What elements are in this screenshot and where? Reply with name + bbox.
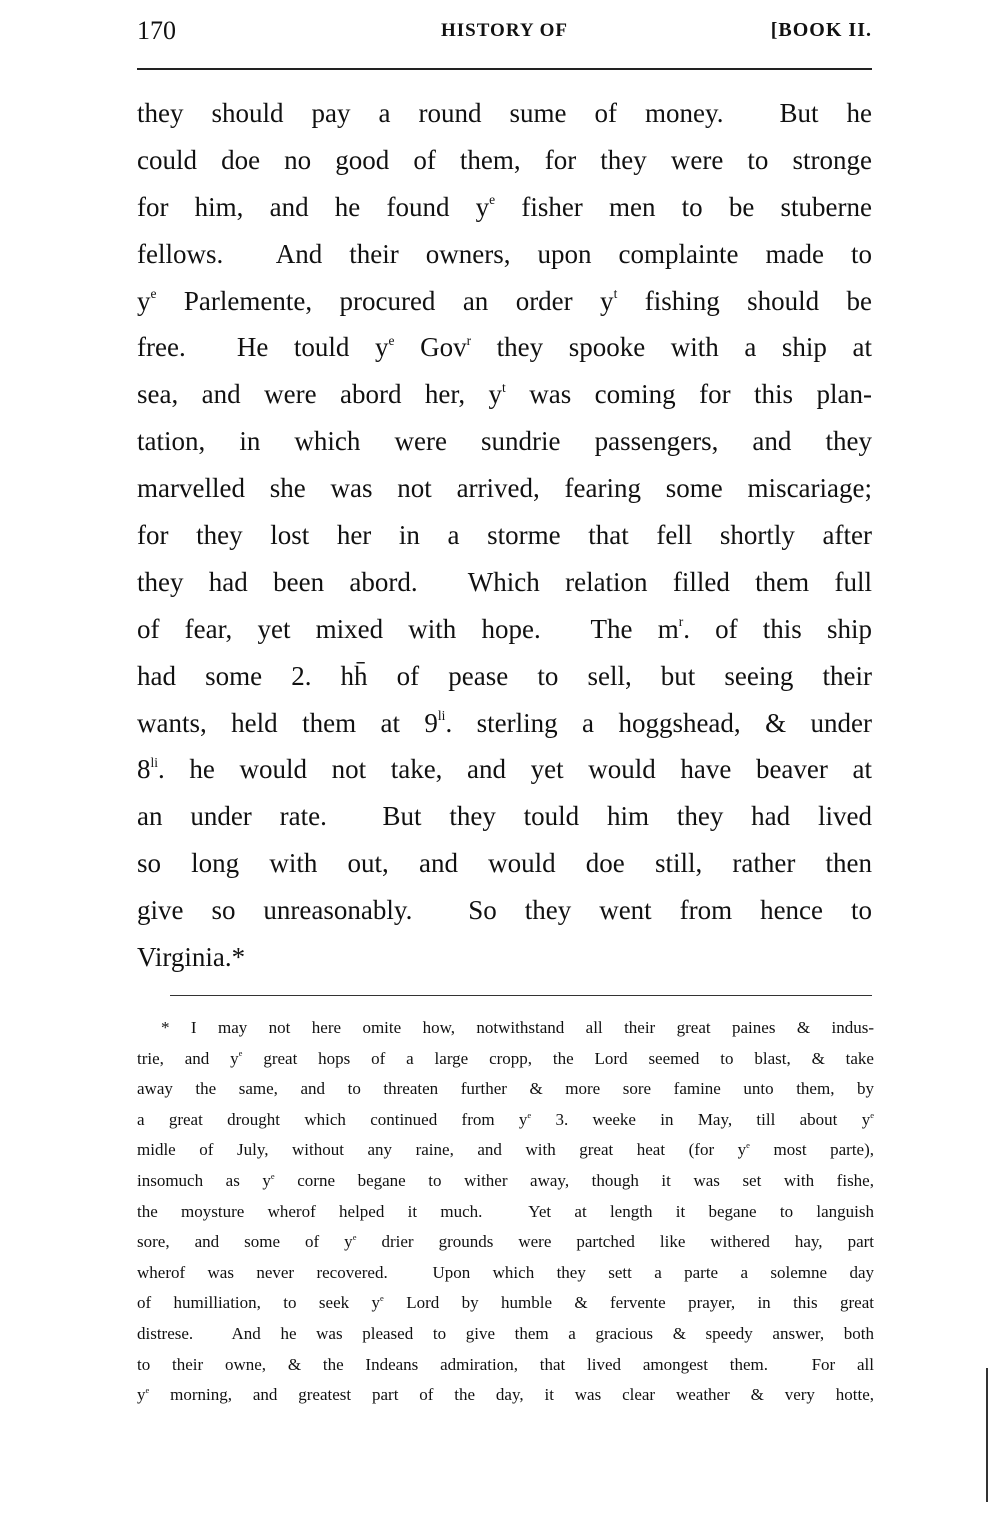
footnote xyxy=(137,1013,874,1411)
text-run: drier grounds were partched like withered hay, part xyxy=(356,1232,874,1252)
footnote-line xyxy=(137,1105,874,1136)
text-run: morning, and greatest part of the day, it was clear weather & very hotte, xyxy=(149,1385,874,1405)
footnote-line xyxy=(137,1135,874,1166)
superscript: e xyxy=(145,1384,150,1395)
text-run: had some 2. hh̄ of pease to sell, but seeing their xyxy=(137,660,872,691)
superscript: li xyxy=(150,755,159,770)
text-run: of humilliation, to seek y xyxy=(137,1293,381,1313)
text-run: they had been abord. Which relation filled them full xyxy=(137,566,872,597)
superscript: e xyxy=(746,1140,750,1151)
text-line xyxy=(137,465,872,512)
superscript: r xyxy=(466,332,472,348)
superscript: t xyxy=(502,379,506,395)
text-run: they should pay a round sume of money. But he xyxy=(137,98,872,128)
text-run: tation, in which were sundrie passengers, and they xyxy=(137,426,872,457)
text-run: could doe no good of them, for they were to stronge xyxy=(137,144,872,175)
text-run: was coming for this plan- xyxy=(505,379,872,410)
text-run: an under rate. But they tould him they had lived xyxy=(137,801,872,832)
superscript: e xyxy=(270,1170,275,1181)
text-run: wherof was never recovered. Upon which they sett a parte a solemne day xyxy=(137,1262,874,1282)
text-line xyxy=(137,137,872,184)
footnote-line xyxy=(137,1166,874,1197)
superscript: li xyxy=(437,708,446,724)
superscript: e xyxy=(352,1231,357,1242)
footnote-line xyxy=(137,1227,874,1258)
text-run: Lord by humble & fervente prayer, in this great xyxy=(383,1293,874,1313)
text-line xyxy=(137,231,872,278)
footnote-line xyxy=(137,1380,874,1411)
scan-edge-mark xyxy=(986,1368,988,1502)
text-run: distrese. And he was pleased to give them a gracious & speedy answer, both xyxy=(137,1323,874,1343)
superscript: e xyxy=(489,192,496,208)
text-run: so long with out, and would doe still, rather then xyxy=(137,848,872,879)
superscript: e xyxy=(238,1048,243,1059)
running-title: HISTORY OF xyxy=(440,20,569,41)
text-run: fisher men to be stuberne xyxy=(495,191,872,222)
text-run: midle of July, without any raine, and with great heat (for y xyxy=(137,1140,747,1160)
superscript: t xyxy=(613,286,618,302)
text-run: free. He tould y xyxy=(137,332,389,363)
superscript: e xyxy=(870,1109,874,1120)
text-line xyxy=(137,653,872,700)
text-run: y xyxy=(137,285,151,316)
text-run: Gov xyxy=(394,332,467,363)
text-run: Parlemente, procured an order y xyxy=(156,285,614,316)
text-run: the moysture wherof helped it much. Yet at length it begane to languish xyxy=(137,1201,874,1221)
text-run: sore, and some of y xyxy=(137,1232,353,1252)
text-line xyxy=(137,278,872,325)
running-header xyxy=(137,14,872,54)
text-run: fellows. And their owners, upon complainte made to xyxy=(137,238,872,269)
page-number: 170 xyxy=(137,16,176,45)
text-run: a great drought which continued from y xyxy=(137,1109,528,1129)
footnote-rule xyxy=(170,995,872,996)
main-text xyxy=(137,90,872,981)
text-run: most parte), xyxy=(749,1140,875,1160)
text-line xyxy=(137,184,872,231)
text-run: trie, and y xyxy=(137,1048,239,1068)
text-line xyxy=(137,887,872,934)
superscript: e xyxy=(527,1109,532,1120)
text-line xyxy=(137,371,872,418)
footnote-line xyxy=(137,1044,874,1075)
text-line xyxy=(137,606,872,653)
text-line xyxy=(137,559,872,606)
text-line xyxy=(137,90,872,137)
text-line xyxy=(137,934,872,981)
footnote-line xyxy=(137,1350,874,1381)
book-label: [BOOK II. xyxy=(770,19,872,41)
header-rule xyxy=(137,68,872,70)
superscript: r xyxy=(678,614,684,630)
text-run: away the same, and to threaten further & more sore famine unto them, by xyxy=(137,1079,874,1099)
text-run: for him, and he found y xyxy=(137,191,490,222)
text-line xyxy=(137,746,872,793)
text-run: * I may not here omite how, notwithstand all their great paines & indus- xyxy=(161,1018,874,1037)
footnote-line xyxy=(137,1288,874,1319)
text-run: y xyxy=(137,1385,146,1405)
text-run: for they lost her in a storme that fell shortly after xyxy=(137,520,872,551)
text-run: 3. weeke in May, till about y xyxy=(531,1109,871,1129)
text-run: corne begane to wither away, though it was set with fishe, xyxy=(274,1170,874,1190)
text-line xyxy=(137,418,872,465)
text-run: . he would not take, and yet would have beaver at xyxy=(158,754,872,785)
text-line xyxy=(137,793,872,840)
text-line xyxy=(137,700,872,747)
footnote-line xyxy=(137,1319,874,1350)
footnote-line xyxy=(137,1013,874,1044)
text-run: sea, and were abord her, y xyxy=(137,379,503,410)
text-run: wants, held them at 9 xyxy=(137,707,438,738)
text-run: give so unreasonably. So they went from hence to xyxy=(137,895,872,926)
text-run: . of this ship xyxy=(683,613,873,644)
footnote-line xyxy=(137,1258,874,1289)
text-run: to their owne, & the Indeans admiration, that lived amongest them. For all xyxy=(137,1354,874,1374)
text-run: Virginia.* xyxy=(137,942,246,973)
text-line xyxy=(137,840,872,887)
text-run: . sterling a hoggshead, & under xyxy=(445,707,872,738)
footnote-line xyxy=(137,1074,874,1105)
text-run: marvelled she was not arrived, fearing some miscariage; xyxy=(137,473,872,504)
text-run: great hops of a large cropp, the Lord seemed to blast, & take xyxy=(242,1048,874,1068)
text-line xyxy=(137,512,872,559)
text-run: insomuch as y xyxy=(137,1170,271,1190)
footnote-line xyxy=(137,1197,874,1228)
text-run: of fear, yet mixed with hope. The m xyxy=(137,613,679,644)
text-run: fishing should be xyxy=(617,285,872,316)
superscript: e xyxy=(380,1293,384,1304)
text-run: they spooke with a ship at xyxy=(471,332,872,363)
text-run: 8 xyxy=(137,754,151,785)
superscript: e xyxy=(150,286,157,302)
text-line xyxy=(137,324,872,371)
superscript: e xyxy=(388,332,395,348)
